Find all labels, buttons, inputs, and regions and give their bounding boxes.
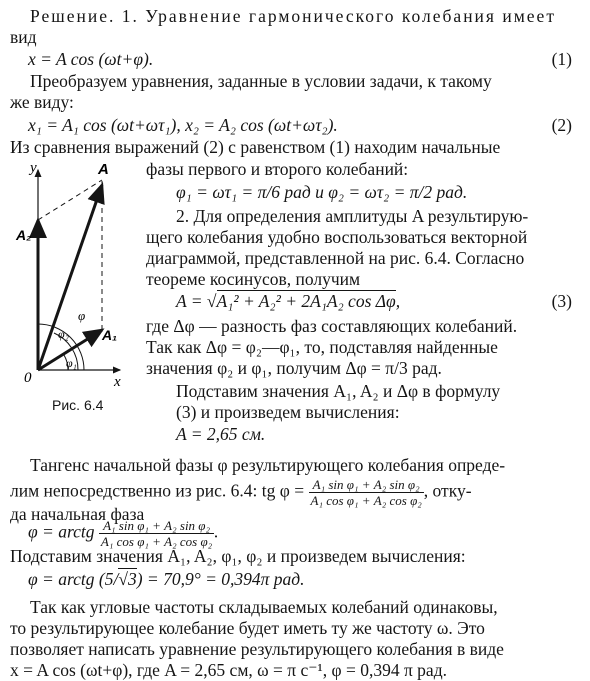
- vector-a: [38, 185, 102, 370]
- label-a1: A₁: [102, 327, 118, 343]
- text-line: диаграммой, представленной на рис. 6.4. Согласно: [146, 248, 525, 268]
- vector-diagram: [10, 160, 140, 390]
- label-phi2: φ₂: [58, 327, 69, 341]
- text-line: Так как угловые частоты складываемых колебаний одинаковы,: [30, 597, 498, 617]
- text-line: где Δφ — разность фаз составляющих колебаний.: [146, 316, 518, 336]
- text-fragment: лим непосредственно из рис. 6.4: tg φ =: [10, 480, 305, 501]
- fraction-numerator: A₁ sin φ₁ + A₂ sin φ₂: [99, 518, 214, 534]
- text-line: значения φ₂ и φ₁, получим Δφ = π/3 рад.: [146, 358, 442, 378]
- equation-number: (1): [551, 49, 572, 69]
- text-line: да начальная фаза: [10, 504, 145, 524]
- equation-number: (3): [551, 291, 572, 311]
- text-line: Из сравнения выражений (2) с равенством (1) находим начальные: [10, 137, 501, 157]
- text-line: x = A cos (ωt+φ), где A = 2,65 см, ω = π с⁻¹, φ = 0,394 π рад.: [10, 660, 447, 680]
- label-origin: 0: [24, 370, 32, 386]
- text-line: фазы первого и второго колебаний:: [146, 159, 409, 179]
- text-line: Решение. 1. Уравнение гармонического колебания имеет: [30, 6, 556, 26]
- fraction-denominator: A₁ cos φ₁ + A₂ cos φ₂: [100, 534, 213, 549]
- equation-arctg: φ = arctg $\frac{\text{A₁ sin φ₁ + A₂ sin φ₂}}{\text{A₁ cos φ₁ + A₂ cos φ₂}}$ .: [28, 518, 219, 549]
- figure-caption: Рис. 6.4: [52, 397, 104, 413]
- text-line: Тангенс начальной фазы φ результирующего колебания опреде-: [30, 455, 506, 475]
- sqrt-radicand: √3: [118, 569, 137, 589]
- equation-phases: φ₁ = ωτ₁ = π/6 рад и φ₂ = ωτ₂ = π/2 рад.: [176, 182, 468, 202]
- text-line: 2. Для определения амплитуды A результирую-: [176, 206, 529, 226]
- text-line: то результирующее колебание будет иметь ту же частоту ω. Это: [10, 618, 485, 638]
- text-line: позволяет написать уравнение результирующего колебания в виде: [10, 639, 504, 659]
- equation-3: [176, 291, 400, 312]
- label-a: A: [98, 161, 109, 178]
- equation-amplitude: A = 2,65 см.: [176, 424, 266, 444]
- arctg-fraction: [99, 518, 214, 549]
- text-fragment: , отку-: [423, 480, 472, 501]
- text-fragment: ) = 70,9° = 0,394π рад.: [136, 569, 305, 589]
- text-line: (3) и произведем вычисления:: [176, 402, 400, 422]
- text-fragment: φ = arctg: [28, 521, 95, 542]
- text-line: теореме косинусов, получим: [146, 269, 361, 289]
- label-x: x: [114, 374, 121, 390]
- label-phi: φ: [78, 308, 86, 323]
- equation-result: [28, 569, 305, 590]
- tan-fraction: [309, 477, 424, 508]
- label-y: y: [30, 160, 37, 176]
- text-line: Преобразуем уравнения, заданные в условии задачи, к такому: [30, 71, 492, 91]
- text-fragment: φ = arctg (5/: [28, 569, 119, 589]
- text-line: Подставим значения A₁, A₂, φ₁, φ₂ и произведем вычисления:: [10, 546, 466, 566]
- equation-3-radicand: A₁² + A₂² + 2A₁A₂ cos Δφ: [216, 291, 396, 311]
- equation-3-lhs: A = √: [176, 291, 217, 311]
- text-line: Так как Δφ = φ₂—φ₁, то, подставляя найденные: [146, 337, 498, 357]
- label-phi1: φ₁: [66, 356, 77, 370]
- fraction-denominator: A₁ cos φ₁ + A₂ cos φ₂: [310, 493, 422, 508]
- equation-1: x = A cos (ωt+φ).: [28, 49, 154, 69]
- text-line: же виду:: [10, 92, 74, 112]
- text-line: щего колебания удобно воспользоваться векторной: [146, 227, 528, 247]
- fraction-numerator: A₁ sin φ₁ + A₂ sin φ₂: [309, 477, 424, 493]
- text-line: Подставим значения A₁, A₂ и Δφ в формулу: [176, 381, 501, 401]
- text-line: вид: [10, 27, 37, 47]
- equation-number: (2): [551, 115, 572, 135]
- equation-3-comma: ,: [395, 291, 401, 311]
- equation-2: x₁ = A₁ cos (ωt+ωτ₁), x₂ = A₂ cos (ωt+ωτ₂).: [28, 115, 338, 135]
- label-a2: A₂: [16, 227, 32, 243]
